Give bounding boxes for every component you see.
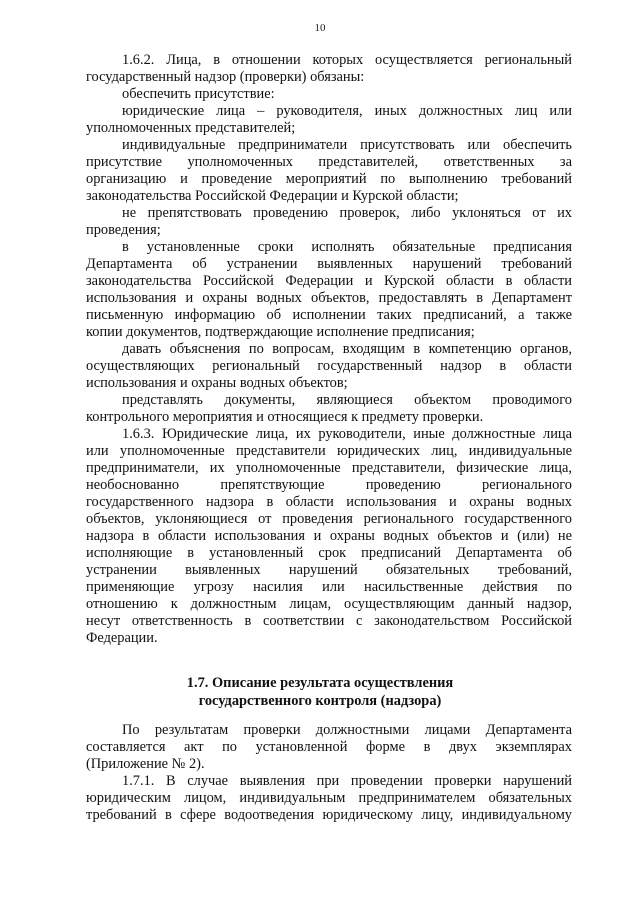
text-line: юридические лица – руководителя, иных должностных лиц или: [122, 103, 572, 119]
text-line: законодательства Российской Федерации и Курской области в области: [86, 273, 572, 289]
text-line: использования и охраны водных объектов;: [86, 375, 348, 391]
text-line: отношению к должностным лицам, осуществляющим данный надзор,: [86, 596, 572, 612]
text-line: в установленные сроки исполнять обязательные предписания: [122, 239, 572, 255]
text-line: государственного надзора в области использования и охраны водных: [86, 494, 572, 510]
text-line: индивидуальные предприниматели присутствовать или обеспечить: [122, 137, 572, 153]
text-line: копии документов, подтверждающие исполнение предписания;: [86, 324, 475, 340]
text-line: 1.6.2. Лица, в отношении которых осуществляется региональный: [122, 52, 572, 68]
text-line: давать объяснения по вопросам, входящим в компетенцию органов,: [122, 341, 572, 357]
text-line: контрольного мероприятия и относящиеся к предмету проверки.: [86, 409, 484, 425]
text-line: представлять документы, являющиеся объектом проводимого: [122, 392, 572, 408]
text-line: несут ответственность в соответствии с законодательством Российской: [86, 613, 572, 629]
text-line: или уполномоченные представители юридических лиц, индивидуальные: [86, 443, 572, 459]
section-heading-line-1: 1.7. Описание результата осуществления: [186, 675, 454, 691]
text-line: юридическим лицом, индивидуальным предпринимателем обязательных: [86, 790, 572, 806]
text-line: устранении выявленных нарушений обязательных требований,: [86, 562, 572, 578]
text-line: применяющие угрозу насилия или насильственные действия по: [86, 579, 572, 595]
text-line: проведения;: [86, 222, 161, 238]
text-line: объектов, уклоняющиеся от проведения регионального государственного: [86, 511, 572, 527]
text-line: присутствие уполномоченных представителей, ответственных за: [86, 154, 572, 170]
text-line: составляется акт по установленной форме в двух экземплярах: [86, 739, 572, 755]
text-line: законодательства Российской Федерации и Курской области;: [86, 188, 459, 204]
text-line: исполняющие в установленный срок предписаний Департамента об: [86, 545, 572, 561]
text-line: уполномоченных представителей;: [86, 120, 296, 136]
text-line: использования и охраны водных объектов, предоставлять в Департамент: [86, 290, 572, 306]
text-line: Департамента об устранении выявленных нарушений требований: [86, 256, 572, 272]
page-number: 10: [314, 22, 326, 34]
text-line: письменную информацию об исполнении таких предписаний, а также: [86, 307, 572, 323]
text-line: 1.7.1. В случае выявления при проведении проверки нарушений: [122, 773, 572, 789]
text-line: (Приложение № 2).: [86, 756, 205, 772]
text-line: не препятствовать проведению проверок, либо уклоняться от их: [122, 205, 572, 221]
text-line: необоснованно препятствующие проведению регионального: [86, 477, 572, 493]
section-1-6-text: [86, 52, 572, 647]
section-1-7-text: [86, 722, 572, 824]
text-line: 1.6.3. Юридические лица, их руководители, иные должностные лица: [122, 426, 572, 442]
text-line: предприниматели, их уполномоченные представители, физические лица,: [86, 460, 572, 476]
text-line: надзора в области использования и охраны водных объектов и (или) не: [86, 528, 572, 544]
text-line: организацию и проведение мероприятий по выполнению требований: [86, 171, 572, 187]
text-line: требований в сфере водоотведения юридическому лицу, индивидуальному: [86, 807, 572, 823]
text-line: государственный надзор (проверки) обязаны:: [86, 69, 365, 85]
text-line: осуществляющих региональный государственный надзор в области: [86, 358, 572, 374]
text-line: Федерации.: [86, 630, 158, 646]
text-line: обеспечить присутствие:: [122, 86, 275, 102]
section-heading-line-2: государственного контроля (надзора): [198, 693, 442, 709]
text-line: По результатам проверки должностными лицами Департамента: [122, 722, 572, 738]
section-heading: [0, 674, 640, 710]
